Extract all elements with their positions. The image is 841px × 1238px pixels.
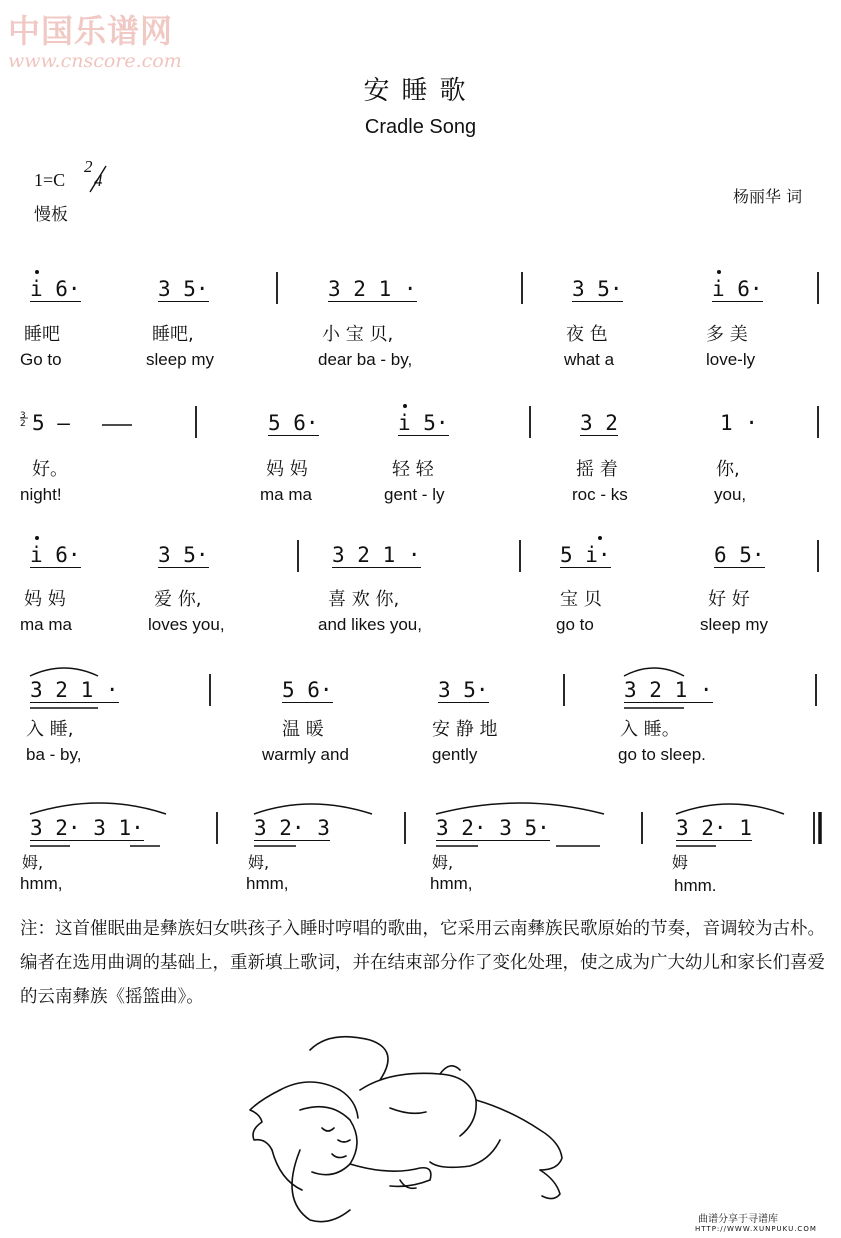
lyric-en: and likes you, — [318, 615, 422, 634]
note-group: 3 2 1 · — [624, 678, 713, 702]
grace-note: 3 2 — [20, 411, 26, 429]
note-group: 5 i· — [560, 543, 611, 567]
lyric-cn: 宝 贝 — [560, 589, 602, 610]
note-group: 3 5· — [158, 543, 209, 567]
footer-url: HTTP://WWW.XUNPUKU.COM — [695, 1225, 817, 1233]
lyric-cn: 姆, — [22, 853, 44, 872]
note-group: 3 2 1 · — [332, 543, 421, 567]
note-group: 5 — — [32, 411, 70, 435]
lyric-cn: 夜 色 — [566, 324, 608, 345]
key-signature: 1=C — [34, 170, 66, 190]
lyric-en: Go to — [20, 350, 62, 369]
lyric-cn: 好 好 — [708, 589, 750, 610]
explanatory-note: 注：这首催眠曲是彝族妇女哄孩子入睡时哼唱的歌曲，它采用云南彝族民歌原始的节奏，音调较为古朴。编者在选用曲调的基础上，重新填上歌词，并在结束部分作了变化处理，使之成为广大幼儿和家长们喜爱的云南彝族《摇篮曲》。 — [20, 919, 825, 1007]
lyric-en: gent - ly — [384, 485, 445, 504]
time-sig-bottom: 4 — [94, 171, 103, 190]
lyric-en: sleep my — [146, 350, 215, 369]
note-group: i 6· — [712, 277, 763, 301]
lyric-cn: 小 宝 贝, — [322, 324, 394, 345]
lyric-cn: 妈 妈 — [266, 459, 308, 480]
lyric-cn: 安 静 地 — [432, 719, 498, 740]
lyric-cn: 姆, — [432, 853, 454, 872]
lyric-cn: 喜 欢 你, — [328, 589, 400, 610]
page-subtitle: Cradle Song — [364, 116, 477, 138]
lyric-en: warmly and — [262, 745, 349, 764]
lyric-en: go to — [556, 615, 594, 634]
note-group: 5 6· — [268, 411, 319, 435]
lyric-cn: 好。 — [32, 459, 68, 480]
note-group: 3 2· 3 — [254, 816, 330, 840]
lyric-en: loves you, — [148, 615, 225, 634]
lyric-en: hmm, — [246, 874, 289, 893]
lyric-en: night! — [20, 485, 62, 504]
lyric-en: ma ma — [260, 485, 312, 504]
footer-credit: 曲谱分享于寻谱库 — [698, 1214, 778, 1225]
note-group: 6 5· — [714, 543, 765, 567]
note-group: 5 6· — [282, 678, 333, 702]
sleeping-child-illustration — [240, 1030, 580, 1230]
note-group: 3 2· 3 5· — [436, 816, 550, 840]
note-group: 3 2 — [580, 411, 618, 435]
lyricist-credit: 杨丽华 词 — [733, 187, 803, 206]
note-group: 3 2· 1 — [676, 816, 752, 840]
lyric-cn: 睡吧, — [152, 324, 194, 345]
lyric-en: love-ly — [706, 350, 756, 369]
note-group: 3 5· — [158, 277, 209, 301]
lyric-en: ma ma — [20, 615, 72, 634]
note-group: i 5· — [398, 411, 449, 435]
note-group: 3 2 1 · — [328, 277, 417, 301]
note-group: i 6· — [30, 543, 81, 567]
note-group: 3 2· 3 1· — [30, 816, 144, 840]
note-group: 3 5· — [438, 678, 489, 702]
lyric-en: hmm, — [430, 874, 473, 893]
lyric-en: hmm, — [20, 874, 63, 893]
lyric-en: ba - by, — [26, 745, 82, 764]
lyric-cn: 睡吧 — [24, 324, 60, 345]
lyric-en: you, — [714, 485, 747, 504]
lyric-en: go to sleep. — [618, 745, 706, 764]
lyric-cn: 温 暖 — [282, 719, 324, 740]
lyric-en: gently — [432, 745, 478, 764]
tempo-marking: 慢板 — [34, 205, 68, 225]
watermark-url: www.cnscore.com — [8, 50, 182, 72]
note-group: 1 · — [720, 411, 758, 435]
lyric-cn: 轻 轻 — [392, 459, 434, 480]
lyric-en: what a — [564, 350, 615, 369]
lyric-en: dear ba - by, — [318, 350, 413, 369]
lyric-en: roc - ks — [572, 485, 628, 504]
lyric-cn: 多 美 — [706, 324, 748, 345]
lyric-cn: 入 睡。 — [620, 719, 680, 740]
lyric-cn: 爱 你, — [154, 589, 202, 610]
lyric-cn: 妈 妈 — [24, 589, 66, 610]
lyric-cn: 你, — [716, 459, 740, 480]
time-sig-top: 2 — [84, 157, 93, 176]
lyric-cn: 摇 着 — [576, 459, 618, 480]
lyric-cn: 姆, — [248, 853, 270, 872]
watermark-logo: 中国乐谱网 — [8, 12, 174, 50]
note-group: 3 5· — [572, 277, 623, 301]
note-group: i 6· — [30, 277, 81, 301]
note-group: 3 2 1 · — [30, 678, 119, 702]
lyric-cn: 姆 — [672, 853, 689, 872]
lyric-en: hmm. — [674, 876, 717, 895]
lyric-en: sleep my — [700, 615, 769, 634]
page-title: 安睡歌 — [363, 76, 478, 106]
lyric-cn: 入 睡, — [26, 719, 74, 740]
